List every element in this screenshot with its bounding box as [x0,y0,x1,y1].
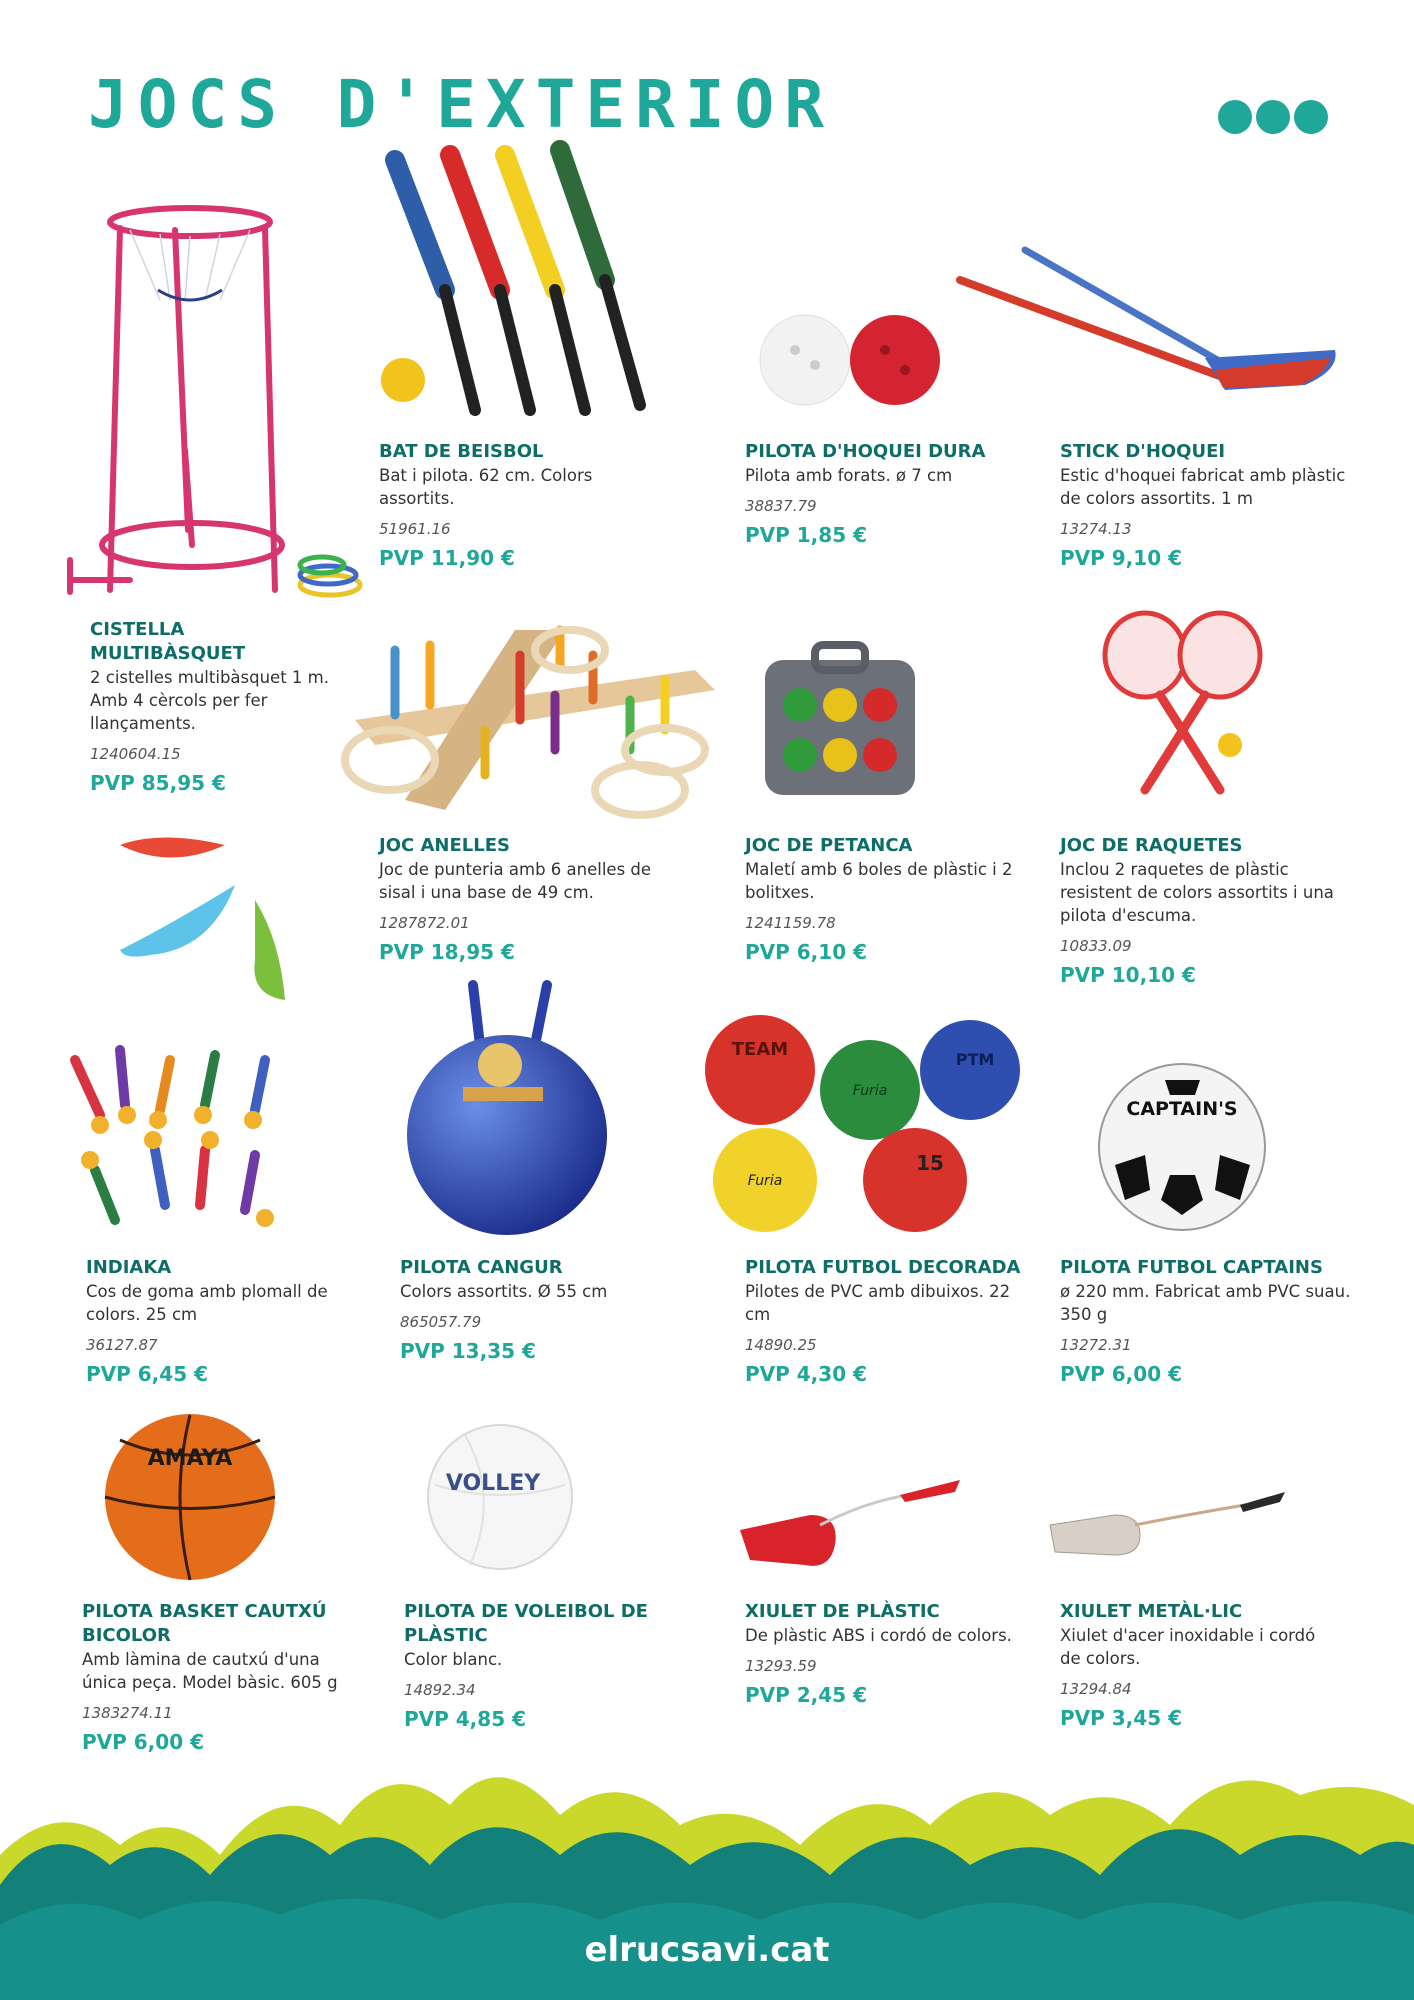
ball-label: CAPTAIN'S [1126,1098,1238,1120]
hockey-ball-icon [755,305,955,415]
product-description: Bat i pilota. 62 cm. Colors assortits. [379,466,593,508]
product-reference: 1383274.11 [82,1704,173,1722]
product-description: De plàstic ABS i cordó de colors. [745,1626,1012,1645]
product-description: Pilota amb forats. ø 7 cm [745,466,953,485]
product-joc-anelles [379,834,669,964]
soccer-ball-icon [1095,1060,1270,1235]
rackets-icon [1090,610,1290,800]
dot-icon [1256,100,1290,134]
metal-whistle-icon [1045,1480,1295,1570]
product-description: Xiulet d'acer inoxidable i cordó de colors. [1060,1626,1316,1668]
product-name: CISTELLA MULTIBÀSQUET [90,619,246,664]
product-price: PVP 2,45 € [745,1683,867,1707]
decorated-balls-icon [700,1010,1030,1240]
product-price: PVP 85,95 € [90,771,226,795]
product-xiulet-plastic [745,1600,1045,1707]
product-reference: 865057.79 [400,1313,482,1331]
product-price: PVP 18,95 € [379,940,515,964]
product-pilota-futbol-decorada [745,1256,1035,1386]
product-description: Colors assortits. Ø 55 cm [400,1282,608,1301]
product-cistella-multibasquet [90,618,330,795]
product-price: PVP 1,85 € [745,523,867,547]
product-name: PILOTA FUTBOL DECORADA [745,1257,1021,1278]
product-joc-de-raquetes [1060,834,1340,987]
ball-label: PTM [955,1050,995,1069]
product-name: PILOTA FUTBOL CAPTAINS [1060,1257,1323,1278]
product-reference: 13293.59 [745,1657,817,1675]
page-title: JOCS D'EXTERIOR [88,66,835,143]
space-hopper-icon [395,975,620,1240]
product-pilota-cangur [400,1256,680,1363]
product-reference: 51961.16 [379,520,451,538]
product-pilota-futbol-captains [1060,1256,1360,1386]
product-reference: 1240604.15 [90,745,181,763]
product-reference: 10833.09 [1060,937,1132,955]
product-price: PVP 4,85 € [404,1707,526,1731]
product-reference: 1287872.01 [379,914,470,932]
decorative-dots [1218,100,1328,134]
product-name: JOC DE PETANCA [745,835,913,856]
product-reference: 14890.25 [745,1336,817,1354]
product-reference: 13294.84 [1060,1680,1132,1698]
ball-label: Furia [747,1173,783,1189]
product-reference: 14892.34 [404,1681,476,1699]
dot-icon [1294,100,1328,134]
basketball-icon [100,1410,280,1585]
product-description: Estic d'hoquei fabricat amb plàstic de colors assortits. 1 m [1060,466,1346,508]
product-price: PVP 6,00 € [82,1730,204,1754]
product-price: PVP 13,35 € [400,1339,536,1363]
ball-label: TEAM [731,1039,789,1060]
product-name: JOC DE RAQUETES [1060,835,1243,856]
ball-label: Furia [852,1083,888,1099]
product-xiulet-metallic [1060,1600,1320,1730]
product-pilota-basket-cautxu [82,1600,362,1754]
product-name: STICK D'HOQUEI [1060,441,1226,462]
product-pilota-hoquei-dura [745,440,1025,547]
product-price: PVP 9,10 € [1060,546,1182,570]
product-description: Maletí amb 6 boles de plàstic i 2 bolitxes. [745,860,1013,902]
product-name: BAT DE BEISBOL [379,441,544,462]
product-joc-de-petanca [745,834,1025,964]
product-description: Color blanc. [404,1650,503,1669]
product-name: PILOTA BASKET CAUTXÚ BICOLOR [82,1601,327,1646]
product-reference: 38837.79 [745,497,817,515]
product-description: Pilotes de PVC amb dibuixos. 22 cm [745,1282,1011,1324]
product-price: PVP 4,30 € [745,1362,867,1386]
product-description: Inclou 2 raquetes de plàstic resistent de colors assortits i una pilota d'escuma. [1060,860,1334,925]
product-reference: 13272.31 [1060,1336,1132,1354]
product-name: XIULET DE PLÀSTIC [745,1601,940,1622]
ball-label: VOLLEY [445,1471,541,1496]
color-drops-decoration [110,830,300,1005]
product-price: PVP 6,45 € [86,1362,208,1386]
product-description: Cos de goma amb plomall de colors. 25 cm [86,1282,328,1324]
product-name: PILOTA D'HOQUEI DURA [745,441,986,462]
petanque-case-icon [760,640,920,800]
indiaka-icon [55,1040,305,1235]
product-name: PILOTA CANGUR [400,1257,563,1278]
product-reference: 13274.13 [1060,520,1132,538]
product-name: XIULET METÀL·LIC [1060,1601,1243,1622]
volleyball-icon [425,1415,575,1580]
product-description: Amb làmina de cautxú d'una única peça. Model bàsic. 605 g [82,1650,338,1692]
ball-label: 15 [916,1151,944,1175]
product-reference: 1241159.78 [745,914,836,932]
product-price: PVP 6,00 € [1060,1362,1182,1386]
product-price: PVP 6,10 € [745,940,867,964]
hockey-stick-icon [955,240,1345,400]
product-name: INDIAKA [86,1257,172,1278]
product-bat-de-beisbol [379,440,629,570]
product-name: PILOTA DE VOLEIBOL DE PLÀSTIC [404,1601,648,1646]
product-price: PVP 10,10 € [1060,963,1196,987]
product-price: PVP 3,45 € [1060,1706,1182,1730]
product-description: ø 220 mm. Fabricat amb PVC suau. 350 g [1060,1282,1351,1324]
product-description: 2 cistelles multibàsquet 1 m. Amb 4 cèrcols per fer llançaments. [90,668,329,733]
product-price: PVP 11,90 € [379,546,515,570]
baseball-bat-icon [375,140,675,440]
dot-icon [1218,100,1252,134]
footer-url[interactable]: elrucsavi.cat [584,1930,830,1970]
product-description: Joc de punteria amb 6 anelles de sisal i una base de 49 cm. [379,860,652,902]
basketball-hoop-icon [60,200,370,610]
product-name: JOC ANELLES [379,835,510,856]
product-indiaka [86,1256,346,1386]
plastic-whistle-icon [730,1470,970,1580]
ring-toss-icon [335,610,730,825]
ball-label: AMAYA [147,1446,233,1471]
product-stick-hoquei [1060,440,1360,570]
product-reference: 36127.87 [86,1336,158,1354]
product-pilota-voleibol [404,1600,654,1731]
